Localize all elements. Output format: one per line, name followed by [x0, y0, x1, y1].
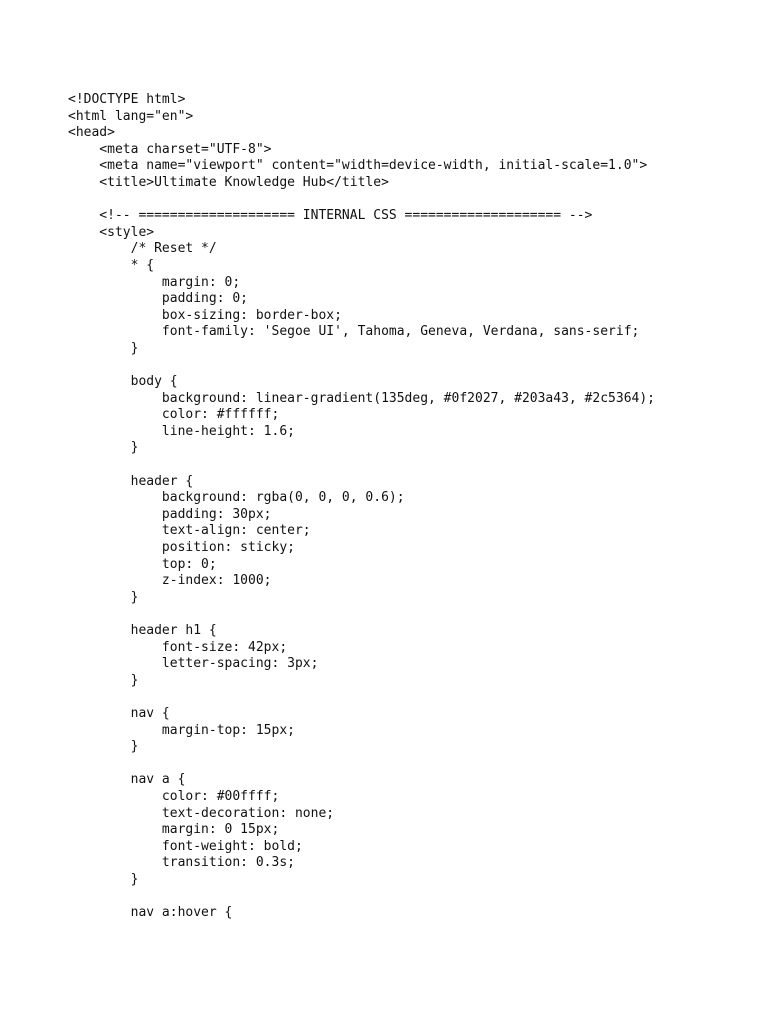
code-line — [68, 192, 748, 209]
code-line: line-height: 1.6; — [68, 423, 295, 439]
code-line: transition: 0.3s; — [68, 855, 295, 871]
code-line: header { — [68, 473, 194, 489]
code-line: background: rgba(0, 0, 0, 0.6); — [68, 490, 405, 506]
code-line: margin: 0; — [68, 274, 241, 290]
code-line: margin: 0 15px; — [68, 822, 280, 838]
code-line: } — [68, 672, 139, 688]
code-line: } — [68, 440, 139, 456]
code-line: <style> — [68, 224, 155, 240]
code-line — [68, 689, 748, 706]
code-line: letter-spacing: 3px; — [68, 656, 319, 672]
code-line: box-sizing: border-box; — [68, 307, 342, 323]
code-line — [68, 606, 748, 623]
code-line: <title>Ultimate Knowledge Hub</title> — [68, 174, 389, 190]
code-line — [68, 358, 748, 375]
code-line: } — [68, 739, 139, 755]
code-line: position: sticky; — [68, 540, 295, 556]
code-line: <!-- ==================== INTERNAL CSS ==================== --> — [68, 208, 593, 224]
code-line: * { — [68, 257, 155, 273]
code-line — [68, 889, 748, 906]
code-line: background: linear-gradient(135deg, #0f2027, #203a43, #2c5364); — [68, 390, 655, 406]
code-listing — [68, 92, 748, 922]
code-line: font-family: 'Segoe UI', Tahoma, Geneva, Verdana, sans-serif; — [68, 324, 640, 340]
code-line: /* Reset */ — [68, 241, 217, 257]
code-line: padding: 0; — [68, 291, 249, 307]
code-line: nav { — [68, 705, 170, 721]
code-line: <!DOCTYPE html> — [68, 92, 186, 107]
code-line: text-align: center; — [68, 523, 311, 539]
code-line: <head> — [68, 125, 115, 141]
code-line: } — [68, 871, 139, 887]
code-line: padding: 30px; — [68, 506, 272, 522]
code-line: } — [68, 340, 139, 356]
code-line: header h1 { — [68, 623, 217, 638]
code-line: nav a { — [68, 772, 186, 788]
code-line: color: #ffffff; — [68, 407, 280, 423]
code-line: font-weight: bold; — [68, 838, 303, 854]
code-line: <html lang="en"> — [68, 108, 194, 124]
code-line: text-decoration: none; — [68, 805, 335, 821]
code-line: body { — [68, 374, 178, 390]
code-line — [68, 756, 748, 773]
code-line: } — [68, 589, 139, 605]
code-line: color: #00ffff; — [68, 788, 280, 804]
code-line — [68, 457, 748, 474]
code-line: <meta charset="UTF-8"> — [68, 141, 272, 157]
code-line: top: 0; — [68, 556, 217, 572]
code-line: margin-top: 15px; — [68, 722, 295, 738]
code-line: font-size: 42px; — [68, 639, 288, 655]
code-line: z-index: 1000; — [68, 573, 272, 589]
code-line: <meta name="viewport" content="width=device-width, initial-scale=1.0"> — [68, 158, 648, 174]
code-line: nav a:hover { — [68, 905, 233, 921]
